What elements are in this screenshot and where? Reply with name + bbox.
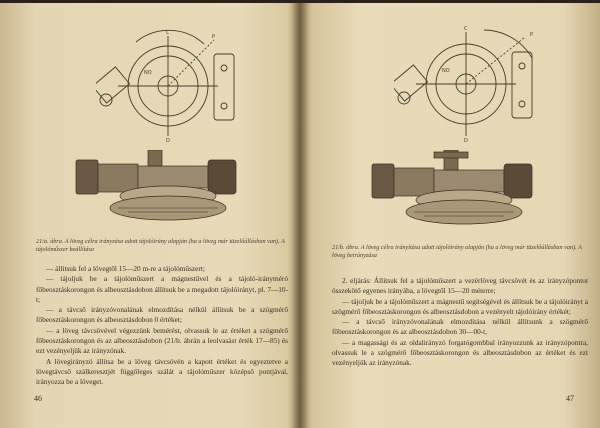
svg-text:D: D: [166, 138, 170, 143]
compass-mount: [512, 52, 532, 118]
body-text: [36, 264, 288, 388]
paragraph: — a löveg távcsövével végezzünk bemérést, olvassuk le az értéket a szögmérő főbeosztáskorongon és az albeosztásdobon (21/b. ábrán a leolvasást érték 17—85) és ezt vezényeljük az irányzónak.: [36, 325, 288, 356]
svg-text:P: P: [530, 32, 534, 38]
svg-text:NO: NO: [144, 70, 152, 76]
paragraph: 2. eljárás: Állítsuk fel a tájolóműszert a vezérlöveg távcsövét és az irányzópontot összekötő egyenes irányába, a lövegtől 15—20 méterre;: [332, 276, 588, 296]
compass-mount: [214, 54, 234, 120]
gun-sight-drawing: [68, 150, 243, 230]
paragraph: — a távcső irányzóvonalának elmozdítása nélkül állítsuk be a szögmérő főbeosztáskorongon és albeosztásdobon 0 értéket;: [36, 305, 288, 325]
paragraph: — a távcső irányzóvonalának elmozdítása nélkül állítsunk a szögmérő főbeosztáskorongon és az albeosztásdobon 30—00-t,: [332, 317, 588, 337]
body-text: [332, 276, 588, 369]
paragraph: — állítsuk fel a lövegtől 15—20 m-re a tájolóműszert;: [46, 264, 205, 273]
page-number: 47: [566, 394, 574, 403]
figure-caption: 21/a. ábra. A löveg célra irányzása adott tájolóirány alapján (ha a löveg már tüzelőállásban van). A tájolóműszer beállítása: [36, 238, 285, 253]
paragraph: — tájoljuk be a tájolóműszert a mágnestűvel és a tájoló-irányméró főbeosztáskorongon és albeosztásdobon állítsuk be a megadott tájolóirányt, pl. 7—10-t;: [36, 274, 288, 304]
paragraph: — tájoljuk be a tájolóműszert a mágnestű segítségével és állítsuk be a tájolóirányt a szögmérő főbeosztáskorongon és albeosztásdobon a vezényelt tájolóirány értékét;: [332, 296, 588, 316]
page-number: 46: [34, 394, 42, 403]
left-page: [6, 0, 296, 428]
svg-text:NO: NO: [442, 68, 450, 74]
svg-text:C: C: [464, 26, 468, 32]
compass-diagram: [96, 28, 246, 143]
gun-sight-drawing: [364, 150, 544, 235]
svg-text:P: P: [212, 34, 216, 40]
paragraph: — a magassági és az oldalirányzó forgatógombbal irányozzunk az irányzópontra, olvassuk le a szögmérő főbeosztáskorongon és albeosztásdobon az értéket és ezt vezényeljük az irányzónak.: [332, 337, 588, 368]
svg-text:D: D: [464, 138, 468, 144]
svg-text:C: C: [166, 30, 170, 36]
figure-caption: 21/b. ábra. A löveg célra irányítása adott tájolóirány alapján (ha a löveg már tüzelőállásban van). A löveg beirányzása: [332, 244, 582, 259]
compass-diagram: [394, 24, 544, 144]
paragraph: A lövegirányzó állítsa be a löveg távcsövén a kapott értéket és egyeztetve a lövegtávcső szálkeresztjét függőleges szálát a tájolóműszer középső pontjával, irányozza be a löveget.: [36, 356, 288, 387]
right-page: [304, 0, 594, 428]
